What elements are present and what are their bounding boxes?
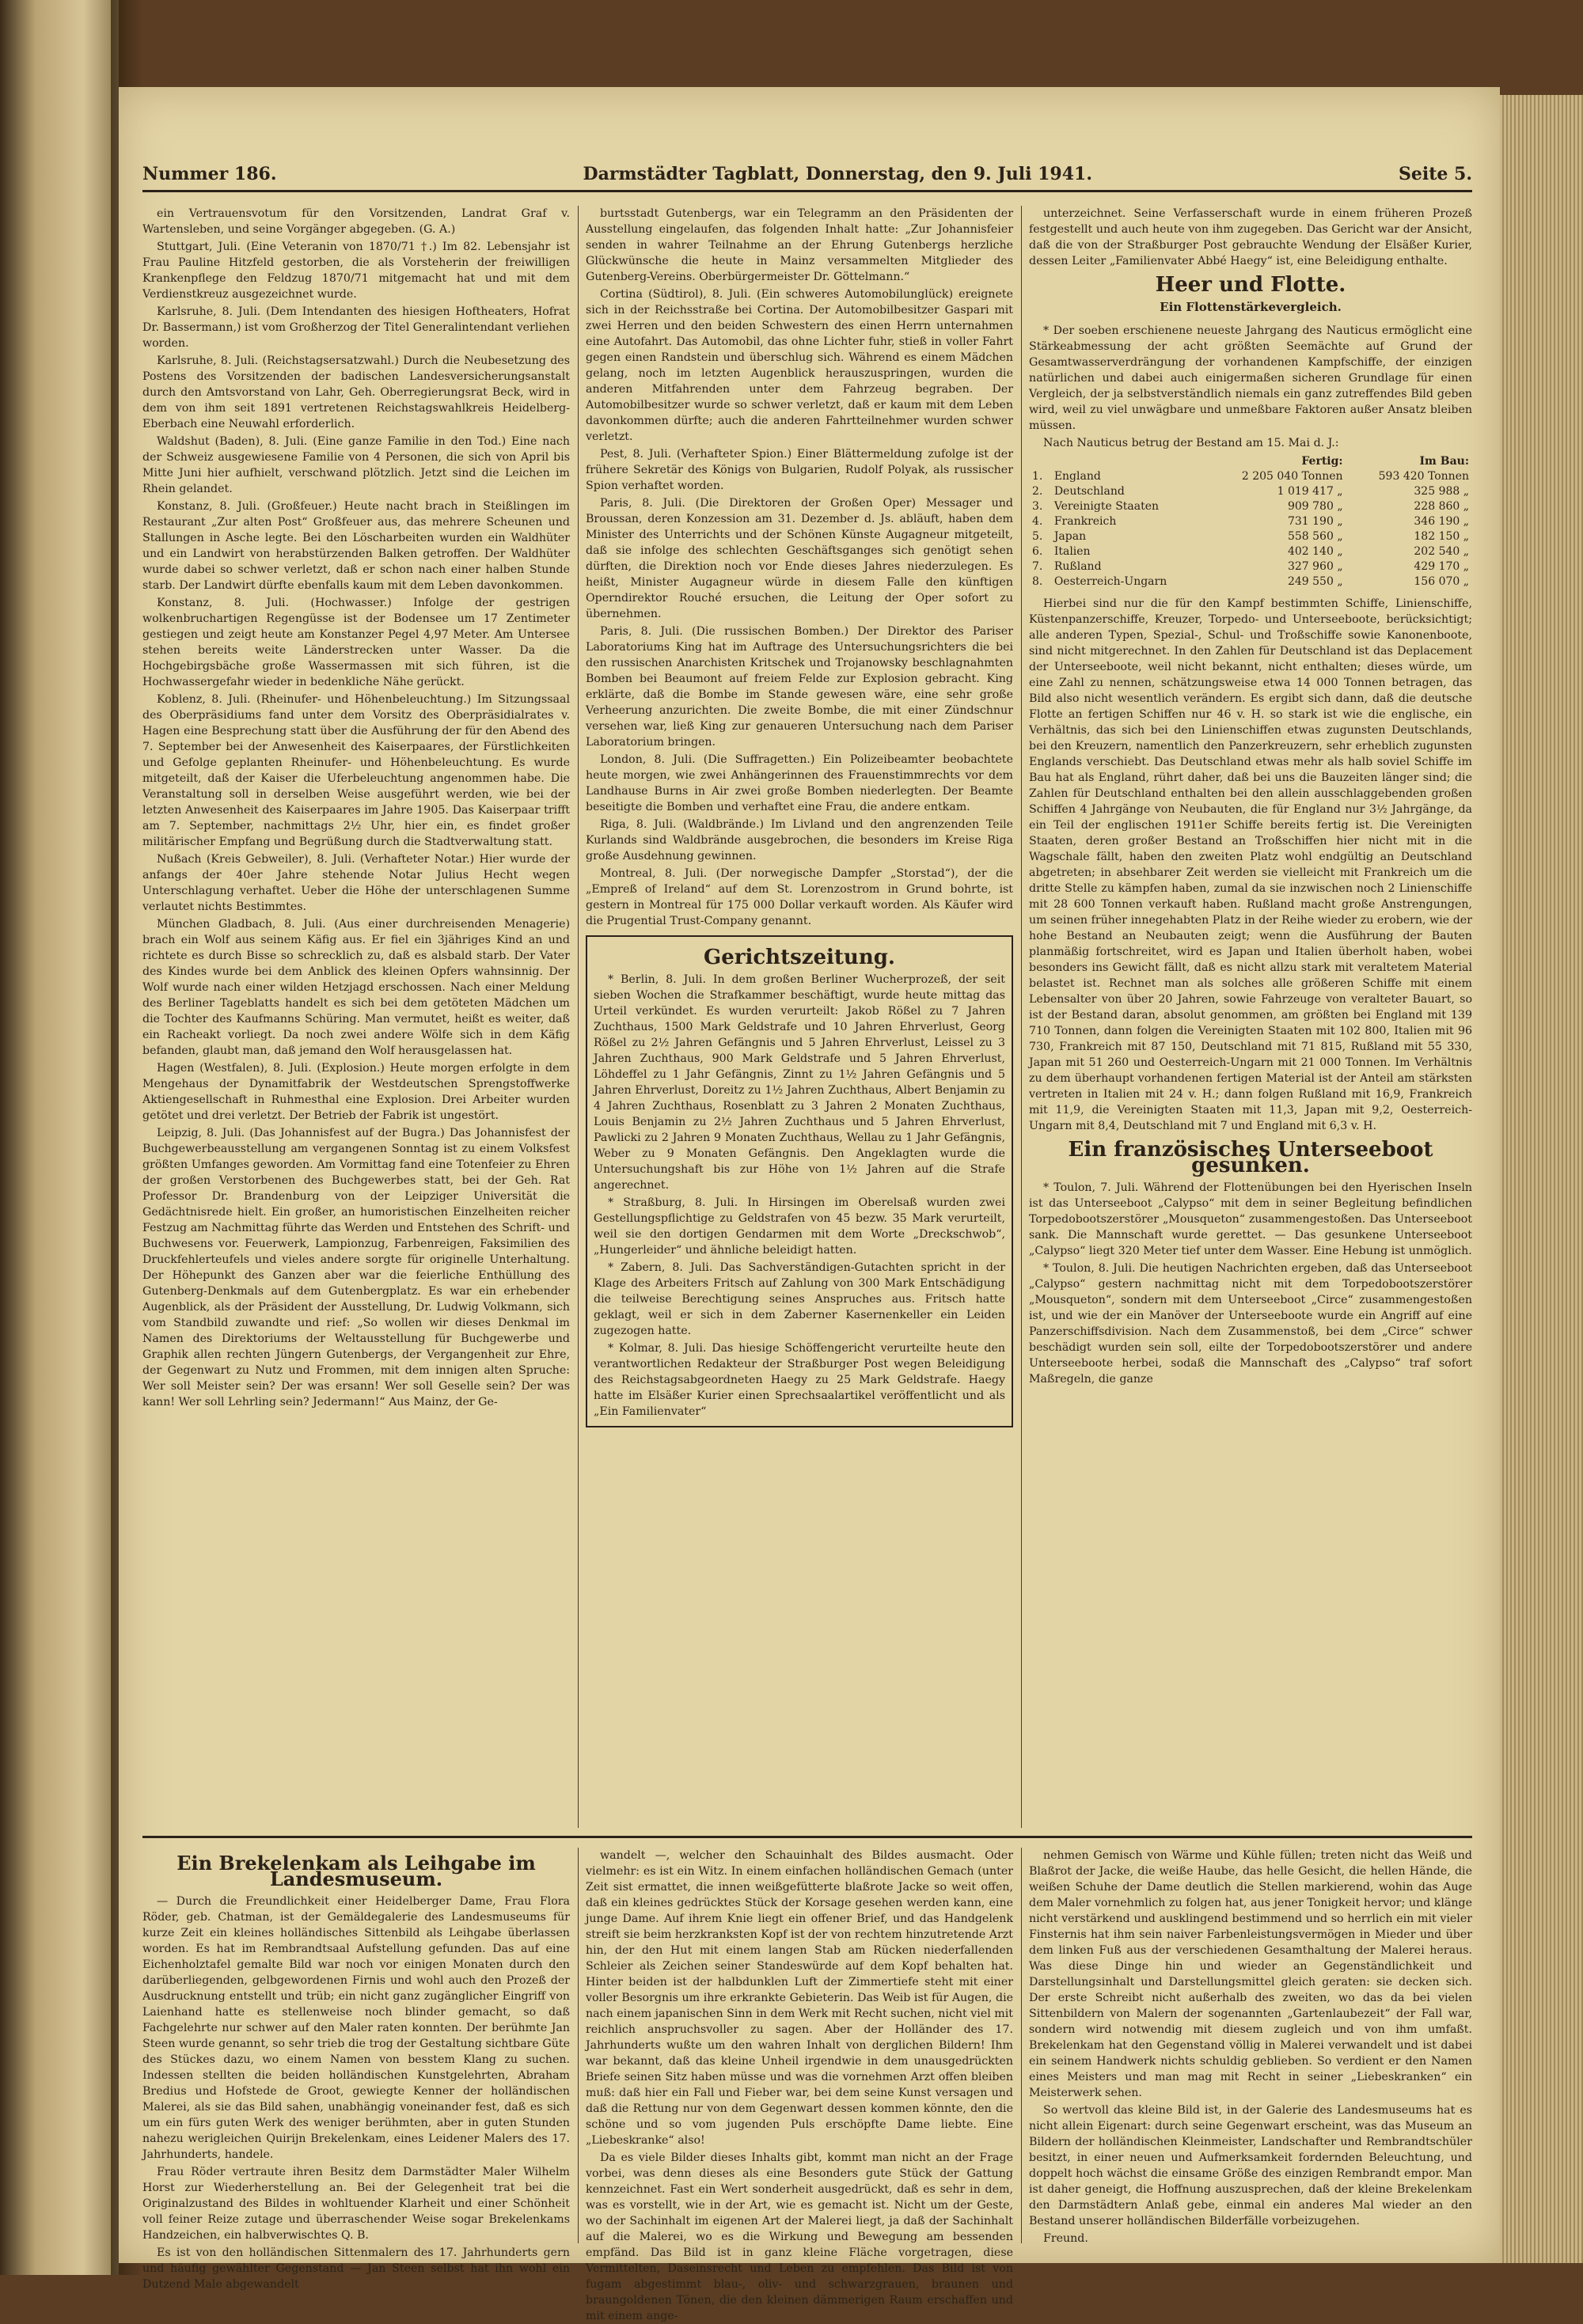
news-item: Cortina (Südtirol), 8. Juli. (Ein schweres Automobilunglück) ereignete sich in der Reichsstraße bei Cortina. Der Automobilbesitzer Gaspari mit zwei Herren und den beiden Schwestern des einen Herrn unternahmen eine Autofahrt. Das Automobil, das ohne Lichter fuhr, stieß in voller Fahrt gegen einen Randstein und überschlug sich. Während es einem Mädchen gelang, noch im letzten Augenblick herauszuspringen, wurden die anderen Mitfahrenden unter dem Fahrzeug begraben. Der Automobilbesitzer wurde so schwer verletzt, daß er kaum mit dem Leben davonkommen dürfte; auch die anderen Fahrtteilnehmer wurden schwer verletzt. xyxy=(586,288,1013,443)
news-item: Paris, 8. Juli. (Die Direktoren der Großen Oper) Messager und Broussan, deren Konzession am 31. Dezember d. Js. abläuft, haben dem Minister des Unterrichts und der Schönen Künste Augagneur mitgeteilt, daß sie infolge des schlechten Geschäftsganges sich genötigt sehen dürften, die Direktion noch vor Ende dieses Jahres niederzulegen. Es heißt, Minister Augagneur würde in diesem Falle den künftigen Operndirektor Rouché ersuchen, die Leitung der Oper sofort zu übernehmen. xyxy=(586,497,1013,620)
fleet-cell-ready: 327 960 „ xyxy=(1287,560,1343,573)
submarine-title: Ein französisches Unterseeboot gesunken. xyxy=(1068,1138,1433,1177)
news-item: Stuttgart, Juli. (Eine Veteranin von 1870/71 †.) Im 82. Lebensjahr ist Frau Pauline Hitzfeld gestorben, die als Vorsteherin der freiwilligen Krankenpflege den Feldzug 1870/71 mitgemacht hat und mit dem Verdienstkreuz ausgezeichnet wurde. xyxy=(142,241,570,301)
section-rule xyxy=(142,1836,1472,1838)
fleet-cell-rank: 6. xyxy=(1032,545,1043,558)
fleet-table-caption: Nach Nauticus betrug der Bestand am 15. Mai d. J.: xyxy=(1043,437,1339,449)
fleet-row xyxy=(1029,484,1472,499)
fleet-cell-rank: 1. xyxy=(1032,470,1043,483)
column-rule xyxy=(1021,206,1022,1828)
fleet-cell-rank: 4. xyxy=(1032,515,1043,528)
page-number: Seite 5. xyxy=(1398,164,1472,184)
masthead-title: Darmstädter Tagblatt, Donnerstag, den 9. Juli 1941. xyxy=(583,164,1092,184)
issue-number: Nummer 186. xyxy=(142,164,277,184)
fleet-row xyxy=(1029,544,1472,559)
fleet-cell-building: 182 150 „ xyxy=(1414,530,1469,543)
fleet-intro: * Der soeben erschienene neueste Jahrgang des Nauticus ermöglicht eine Stärkeabmessung der acht größten Seemächte auf Grund der Gesamtwasserverdrängung der vorhandenen Kampfschiffe, der einzigen natürlichen und dabei auch einigermaßen sicheren Grundlage für einen Vergleich, der ja selbstverständlich niemals ein ganz zutreffendes Bild geben wird, weil zu viel unwägbare und unmeßbare Faktoren außer Ansatz bleiben müssen. xyxy=(1029,324,1472,432)
submarine-news-item: * Toulon, 7. Juli. Während der Flottenübungen bei den Hyerischen Inseln ist das Unterseeboot „Calypso“ mit dem in seiner Begleitung befindlichen Torpedobootszerstörer „Mousqueton“ zusammengestoßen. Das Unterseeboot sank. Die Mannschaft wurde gerettet. — Das gesunkene Unterseeboot „Calypso“ liegt 320 Meter tief unter dem Wasser. Eine Hebung ist unmöglich. xyxy=(1029,1181,1472,1257)
fleet-cell-country: Japan xyxy=(1053,530,1087,543)
news-item: Waldshut (Baden), 8. Juli. (Eine ganze Familie in den Tod.) Eine nach der Schweiz ausgewiesene Familie von 4 Personen, die sich von April bis Mitte Juni hier aufhielt, verschwand plötzlich. Jetzt sind die Leichen im Rhein gelandet. xyxy=(142,435,570,495)
news-item: Nußach (Kreis Gebweiler), 8. Juli. (Verhafteter Notar.) Hier wurde der anfangs der 40er Jahre stehende Notar Julius Hecht wegen Unterschlagung verhaftet. Ueber die Höhe der unterschlagenen Summe verlautet nichts Bestimmtes. xyxy=(142,853,570,913)
fleet-subtitle: Ein Flottenstärkevergleich. xyxy=(1160,300,1342,314)
court-news-box xyxy=(586,935,1013,1427)
fleet-row xyxy=(1029,574,1472,590)
news-item: Leipzig, 8. Juli. (Das Johannisfest auf der Bugra.) Das Johannisfest der Buchgewerbeausstellung am vergangenen Sonntag ist zu einem Volksfest größten Umfanges geworden. Am Vormittag fand eine Totenfeier zu Ehren der großen Verstorbenen des Buchgewerbes statt, bei der Geh. Rat Professor Dr. Brandenburg von der Leipziger Universität die Gedächtnisrede hielt. Ein großer, an humoristischen Einzelheiten reicher Festzug am Nachmittag führte das Werden und Entstehen des Schrift- und Buchwesens vor. Feuerwerk, Lampionzug, Farbenreigen, Faksimilien des Druckfehlerteufels und vieles andere sorgte für originelle Unterhaltung. Der Höhepunkt des Ganzen aber war die feierliche Enthüllung des Gutenberg-Denkmals auf dem Gutenbergplatz. Es war ein erhebender Augenblick, als der Präsident der Ausstellung, Dr. Ludwig Volkmann, sich vom Standbild zuwandte und rief: „So wollen wir dieses Denkmal im Namen des Direktoriums der Weltausstellung für Buchgewerbe und Graphik allen rechten Jüngern Gutenbergs, der Vergangenheit zur Ehre, der Gegenwart zu Nutz und Frommen, mit dem innigen alten Spruche: Wer soll Meister sein? Der was ersann! Wer soll Geselle sein? Der was kann! Wer soll Lehrling sein? Jedermann!“ Aus Mainz, der Ge- xyxy=(142,1127,570,1408)
fleet-cell-ready: 2 205 040 Tonnen xyxy=(1241,470,1343,483)
fleet-cell-country: England xyxy=(1053,470,1101,483)
fleet-cell-country: Vereinigte Staaten xyxy=(1053,500,1160,513)
fleet-paragraph: Hierbei sind nur die für den Kampf bestimmten Schiffe, Linienschiffe, Küstenpanzerschiffe, Kreuzer, Torpedo- und Unterseeboote, berücksichtigt; alle anderen Typen, Spezial-, Schul- und Troßschiffe sowie Kanonenboote, sind nicht mitgerechnet. In den Zahlen für Deutschland ist das Deplacement der Unterseeboote, weil nicht bekannt, nicht enthalten; dieses würde, um eine Zahl zu nennen, schätzungsweise etwa 14 000 Tonnen betragen, das Bild also nicht wesentlich verändern. Es ergibt sich dann, daß die deutsche Flotte an fertigen Schiffen nur 46 v. H. so stark ist wie die englische, ein Verhältnis, das sich bei den Linienschiffen etwas zugunsten Deutschlands, bei den Kreuzern, namentlich den Panzerkreuzern, sehr erheblich zugunsten Englands verschiebt. Das Deutschland etwas mehr als halb soviel Schiffe im Bau hat als England, rührt daher, daß bei uns die Bauzeiten länger sind; die Zahlen für Deutschland enthalten bei den allein ausschlaggebenden großen Schiffen 4 Jahrgänge von Neubauten, die für England nur 3½ Jahrgänge, da ein Teil der englischen 1911er Schiffe bereits fertig ist. Die Vereinigten Staaten, deren großer Bestand an Troßschiffen hier nicht mit in die Wagschale fällt, haben den zweiten Platz wohl endgültig an Deutschland abgetreten; in absehbarer Zeit werden sie vielleicht mit Frankreich um die dritte Stelle zu kämpfen haben, zumal da sie inzwischen noch 2 Linienschiffe mit 28 600 Tonnen verkauft haben. Rußland macht große Anstrengungen, um seinen früher innegehabten Platz in der Reihe wieder zu erobern, wie der hohe Bestand an Neubauten zeigt; wenn die Ausführung der Bauten planmäßig fortschreitet, wird es Japan und Italien überholt haben, wobei besonders ins Gewicht fällt, daß es nicht allzu stark mit veraltetem Material belastet ist. Rechnet man als solches alle größeren Schiffe mit einem Lebensalter von über 20 Jahren, sowie Fahrzeuge von veralteter Bauart, so ist der Bestand daran, absolut genommen, am größten bei England mit 139 710 Tonnen, dann folgen die Vereinigten Staaten mit 102 800, Italien mit 96 730, Frankreich mit 87 150, Deutschland mit 71 815, Rußland mit 55 330, Japan mit 51 260 und Oesterreich-Ungarn mit 21 000 Tonnen. Im Verhältnis zu dem überhaupt vorhandenen fertigen Material ist der Anteil am stärksten vertreten in Italien mit 24 v. H.; dann folgen Rußland mit 16,9, Frankreich mit 11,9, die Vereinigten Staaten mit 11,3, Japan mit 9,2, Oesterreich-Ungarn mit 8,4, Deutschland mit 7 und England mit 6,3 v. H. xyxy=(1029,597,1472,1132)
news-item: Konstanz, 8. Juli. (Hochwasser.) Infolge der gestrigen wolkenbruchartigen Regengüsse ist der Bodensee um 17 Zentimeter gestiegen und zeigt heute am Konstanzer Pegel 4,97 Meter. Am Untersee stehen bereits weite Länderstrecken unter Wasser. Da die Hochgebirgsbäche große Wassermassen mit sich führen, ist die Hochwassergefahr wieder in bedenkliche Nähe gerückt. xyxy=(142,597,570,688)
fleet-cell-building: 156 070 „ xyxy=(1414,575,1469,588)
fleet-cell-rank: 8. xyxy=(1032,575,1043,588)
fleet-cell-rank: 2. xyxy=(1032,485,1043,498)
court-news-item: * Kolmar, 8. Juli. Das hiesige Schöffengericht verurteilte heute den verantwortlichen Redakteur der Straßburger Post wegen Beleidigung des Reichstagsabgeordneten Haegy zu 25 Mark Geldstrafe. Haegy hatte im Elsäßer Kurier einen Sprechsaalartikel veröffentlicht und als „Ein Familienvater“ xyxy=(594,1342,1005,1418)
fleet-cell-country: Deutschland xyxy=(1053,485,1125,498)
feuilleton-title: Ein Brekelenkam als Leihgabe im Landesmuseum. xyxy=(177,1852,536,1890)
news-item: Pest, 8. Juli. (Verhafteter Spion.) Einer Blättermeldung zufolge ist der frühere Sekretär des Königs von Bulgarien, Rudolf Polyak, als russischer Spion verhaftet worden. xyxy=(586,448,1013,492)
column-3 xyxy=(1029,206,1472,1820)
col-ready-header: Fertig: xyxy=(1301,455,1343,468)
feuilleton-paragraph: So wertvoll das kleine Bild ist, in der Galerie des Landesmuseums hat es nicht allein Eigenart: durch seine Gegenwart erscheint, was das Museum an Bildern der holländischen Kleinmeister, Landschafter und Rembrandtschüler besitzt, in einer neuen und Aufmerksamkeit fordernden Beleuchtung, und doppelt hoch wächst die einsame Größe des einzigen Rembrandt empor. Man ist daher geneigt, die Hoffnung auszusprechen, daß der kleine Brekelenkam den Darmstädtern Anlaß gebe, einmal ein anderes Mal wieder an den Bestand unserer holländischen Bilderfälle vorbeizugehen. xyxy=(1029,2104,1472,2227)
fleet-cell-ready: 1 019 417 „ xyxy=(1277,485,1343,498)
fleet-cell-rank: 5. xyxy=(1032,530,1043,543)
news-item: unterzeichnet. Seine Verfasserschaft wurde in einem früheren Prozeß festgestellt und auch heute von ihm zugegeben. Das Gericht war der Ansicht, daß die von der Straßburger Post gebrauchte Wendung der Elsäßer Kurier, dessen Leiter „Familienvater Abbé Haegy“ ist, eine Beleidigung enthalte. xyxy=(1029,207,1472,267)
court-news-item: * Berlin, 8. Juli. In dem großen Berliner Wucherprozeß, der seit sieben Wochen die Strafkammer beschäftigt, wurde heute mittag das Urteil verkündet. Es wurden verurteilt: Jakob Rößel zu 7 Jahren Zuchthaus, 1500 Mark Geldstrafe und 10 Jahren Ehrverlust, Georg Rößel zu 2½ Jahren Gefängnis und 5 Jahren Ehrverlust, Leissel zu 3 Jahren Zuchthaus, 900 Mark Geldstrafe und 5 Jahren Ehrverlust, Löhdeffel zu 1 Jahr Gefängnis, Zinnt zu 1½ Jahren Gefängnis und 5 Jahren Ehrverlust, Doreitz zu 1½ Jahren Zuchthaus, Albert Benjamin zu 4 Jahren Zuchthaus, Rosenblatt zu 3 Jahren 2 Monaten Zuchthaus, Louis Benjamin zu 2½ Jahren Zuchthaus und 5 Jahren Ehrverlust, Pawlicki zu 2 Jahren 9 Monaten Zuchthaus, Wellau zu 1 Jahr Gefängnis, Weber zu 9 Monaten Gefängnis. Den Angeklagten wurde die Untersuchungshaft bis zur Höhe von 1½ Jahren auf die Strafe angerechnet. xyxy=(594,973,1005,1192)
feuilleton-paragraph: wandelt —, welcher den Schauinhalt des Bildes ausmacht. Oder vielmehr: es ist ein Witz. In einem einfachen holländischen Gemach (unter Zeit sist ermattet, die innen weißgefütterte blaßrote Jacke so weit offen, daß ein kleines gedrücktes Stück der Korsage gesehen werden kann, eine junge Dame. Auf ihrem Knie liegt ein offener Brief, und das Handgelenk streift sie beim herzkranksten Kopf ist der von rechtem hinzutretende Arzt hin, der den Hut mit einem langen Stab am Rücken niederfallenden Schleier als Zeichen seiner Standeswürde auf dem Kopf behalten hat. Hinter beiden ist der halbdunklen Luft der Zimmertiefe steht mit einer voller Besorgnis um ihre erkrankte Gebieterin. Das Weib ist für Augen, die nach einem japanischen Sinn in dem Werk mit Recht suchen, nicht viel mit reichlich anspruchsvoller zu sagen. Aber der Holländer des 17. Jahrhunderts wußte um den wahren Inhalt von derglichen Bildern! Ihm war bekannt, daß das kleine Unheil irgendwie in dem unausgedrückten Briefe seinen Sitz haben müsse und was die vornehmen Arzt offen bleiben muß: daß hier ein Fall und Fieber war, bei dem seine Kunst versagen und daß die Rettung nur von dem Gegenwart dessen kommen könnte, den die schöne und so vom jugenden Puls erschöpfte Dame liebte. Eine „Liebeskranke“ also! xyxy=(586,1849,1013,2147)
news-item: Paris, 8. Juli. (Die russischen Bomben.) Der Direktor des Pariser Laboratoriums King hat im Auftrage des Untersuchungsrichters die bei den russischen Anarchisten Kritschek und Trojanowsky beschlagnahmten Bomben bei Beaumont auf freiem Felde zur Explosion gebracht. King erklärte, daß die Bombe im Stande gewesen wäre, eine sehr große Verheerung anzurichten. Die zweite Bombe, die mit einer Zündschnur versehen war, ließ King zur genaueren Untersuchung nach dem Pariser Laboratorium bringen. xyxy=(586,625,1013,749)
fleet-row xyxy=(1029,499,1472,514)
court-news-item: * Zabern, 8. Juli. Das Sachverständigen-Gutachten spricht in der Klage des Arbeiters Fritsch auf Zahlung von 300 Mark Entschädigung die teilweise Berechtigung seines Anspruches aus. Fritsch hatte geklagt, weil er sich in dem Zaberner Kasernenkeller ein Leiden zugezogen hatte. xyxy=(594,1261,1005,1337)
news-item: ein Vertrauensvotum für den Vorsitzenden, Landrat Graf v. Wartensleben, und seine Vorgänger abgegeben. (G. A.) xyxy=(142,207,570,236)
column-1 xyxy=(142,206,570,1828)
fleet-cell-country: Rußland xyxy=(1053,560,1102,573)
fleet-row xyxy=(1029,559,1472,574)
fleet-cell-building: 346 190 „ xyxy=(1414,515,1469,528)
submarine-news-item: * Toulon, 8. Juli. Die heutigen Nachrichten ergeben, daß das Unterseeboot „Calypso“ gestern nachmittag nicht mit dem Torpedobootszerstörer „Mousqueton“, sondern mit dem Unterseeboot „Circe“ zusammengestoßen ist, und wie der ein Manöver der Unterseeboote wurde ein Angriff auf eine Panzerschiffsdivision. Nach dem Zusammenstoß, bei dem „Circe“ schwer beschädigt wurden sein soll, eilte der Torpedobootszerstörer und andere Unterseeboote herbei, sodaß die Mannschaft des „Calypso“ traf sofort Maßregeln, die ganze xyxy=(1029,1262,1472,1386)
fleet-row xyxy=(1029,469,1472,484)
feuilleton-paragraph: Frau Röder vertraute ihren Besitz dem Darmstädter Maler Wilhelm Horst zur Wiederherstellung an. Bei der Gelegenheit trat bei die Originalzustand des Bildes in wohltuender Klarheit und einer Schönheit voll feiner Reize zutage und überraschender Weise sogar Brekelenkams Handzeichen, ein halbverwischtes Q. B. xyxy=(142,2166,570,2242)
fleet-cell-ready: 731 190 „ xyxy=(1287,515,1343,528)
feuilleton-paragraph: Da es viele Bilder dieses Inhalts gibt, kommt man nicht an der Frage vorbei, was denn dieses als eine Besonders gute Stück der Gattung kennzeichnet. Fast ein Wert sonderheit ausgedrückt, daß es sehr in dem, was es vorstellt, wie in der Art, wie es gemacht ist. Nicht um der Geste, wo der Sachinhalt im eigenen Art der Malerei liegt, ja daß der Sachinhalt auf die Malerei, wo es die Wirkung und Bewegung am bessenden empfänd. Das Bild ist in ganz kleine Fläche vorgetragen, diese Vermittelten, Daseinsrecht und Leben zu empfehlen. Das Bild ist von fugam abgestimmt blau-, oliv- und schwarzgrauen, braunen und braungoldenen Tönen, die den kleinen dämmerigen Raum erschaffen und mit einem ange- xyxy=(586,2152,1013,2322)
column-rule xyxy=(578,206,579,1828)
court-news-item: * Straßburg, 8. Juli. In Hirsingen im Oberelsaß wurden zwei Gestellungspflichtige zu Geldstrafen von 45 bezw. 35 Mark verurteilt, weil sie den dortigen Gendarmen mit dem Worte „Dreckschwob“, „Hungerleider“ und ähnliche beleidigt hatten. xyxy=(594,1196,1005,1257)
feuilleton-paragraph: — Durch die Freundlichkeit einer Heidelberger Dame, Frau Flora Röder, geb. Chatman, ist der Gemäldegalerie des Landesmuseums für kurze Zeit ein kleines holländisches Sittenbild als Leihgabe überlassen worden. Es hat im Rembrandtsaal Aufstellung gefunden. Das auf eine Eichenholztafel gemalte Bild war noch vor einigen Monaten durch den darüberliegenden, gelbgewordenen Firnis und wohl auch den Prozeß der Ausdrucknung entstellt und trüb; ein nicht ganz zugänglicher Eingriff von Laienhand hatte es stellenweise noch blinder gemacht, so daß Fachgelehrte nur schwer auf den Maler raten konnten. Der berühmte Jan Steen wurde genannt, so sehr trieb die trog der Gestaltung sichtbare Güte des Stückes dazu, wo einem Namen von besstem Klang zu suchen. Indessen stellten die beiden holländischen Kunstgelehrten, Abraham Bredius und Hofstede de Groot, gewiegte Kenner der holländischen Malerei, als sie das Bild sahen, unabhängig voneinander fest, daß es sich um ein fürs guten Werk des weniger berühmten, aber in guten Stunden nahezu werigleichen Quirijn Brekelenkam, eines Leidener Malers des 17. Jahrhunderts, handele. xyxy=(142,1895,570,2161)
fleet-cell-ready: 249 550 „ xyxy=(1287,575,1343,588)
fleet-cell-building: 325 988 „ xyxy=(1414,485,1469,498)
feuilleton-paragraph: Es ist von den holländischen Sittenmalern des 17. Jahrhunderts gern und häufig gewählter Gegenstand — Jan Steen selbst hat ihn wohl ein Dutzend Male abgewandelt xyxy=(142,2246,570,2291)
fleet-cell-ready: 402 140 „ xyxy=(1287,545,1343,558)
court-news-title: Gerichtszeitung. xyxy=(704,946,895,969)
fleet-row xyxy=(1029,529,1472,544)
news-item: burtsstadt Gutenbergs, war ein Telegramm an den Präsidenten der Ausstellung eingelaufen, das folgenden Inhalt hatte: „Zur Johannisfeier senden in wahrer Teilnahme an der Ehrung Gutenbergs herzliche Glückwünsche die heute in Mainz versammelten Mitglieder des Gutenberg-Vereins. Oberbürgermeister Dr. Göttelmann.“ xyxy=(586,207,1013,283)
column-2 xyxy=(586,206,1013,1418)
news-item: Montreal, 8. Juli. (Der norwegische Dampfer „Storstad“), der die „Empreß of Ireland“ auf dem St. Lorenzostrom in Grund bohrte, ist gestern in Montreal für 175 000 Dollar verkauft worden. Als Käufer wird die Prugential Trust-Company genannt. xyxy=(586,867,1013,927)
news-item: Konstanz, 8. Juli. (Großfeuer.) Heute nacht brach in Steißlingen im Restaurant „Zur alten Post“ Großfeuer aus, das mehrere Scheunen und Stallungen in Asche legte. Bei den Löscharbeiten wurden ein Waldhüter und ein Landwirt von herabstürzenden Balken getroffen. Der Waldhüter wurde dabei so schwer verletzt, daß er schon nach einer halben Stunde starb. Der Landwirt dürfte ebenfalls kaum mit dem Leben davonkommen. xyxy=(142,500,570,592)
feuilleton-paragraph: nehmen Gemisch von Wärme und Kühle füllen; treten nicht das Weiß und Blaßrot der Jacke, die weiße Haube, das helle Gesicht, die hellen Hände, die weißen Schuhe der Dame deutlich die Stellen markierend, wohin das Auge dem Maler vornehmlich zu folgen hat, aus jener Tonigkeit hervor; und klänge nicht verstärkend und ausklingend bestimmend und so herrlich ein mit vieler Finsternis hat ihm sein naiver Farbenleistungsvermögen in Mieder und über dem linken Fuß aus der verschiedenen Gesamthaltung der Malerei heraus. Was diese Dinge hin und wieder an Gegenständlichkeit und Darstellungsinhalt und Darstellungsmittel gleich geraten: sie decken sich. Der erste Schreibt nicht außerhalb des zweiten, wo das da bei vielen Sittenbildern von Malern der sogenannten „Gartenlaubezeit“ der Fall war, sondern wird notwendig mit diesem zugleich und von ihm umfaßt. Brekelenkam hat den Gegenstand völlig in Malerei verwandelt und ist dabei ein seinem Handwerk nichts schuldig geblieben. So verdient er den Namen eines Meisters und man mag mit Recht in seiner „Liebeskranken“ ein Meisterwerk sehen. xyxy=(1029,1849,1472,2099)
fleet-cell-building: 429 170 „ xyxy=(1414,560,1469,573)
news-item: München Gladbach, 8. Juli. (Aus einer durchreisenden Menagerie) brach ein Wolf aus seinem Käfig aus. Er fiel ein 3jähriges Kind an und richtete es durch Bisse so schrecklich zu, daß es alsbald starb. Der Vater des Kindes wurde bei dem Anblick des kleinen Opfers wahnsinnig. Der Wolf wurde nach einer wilden Hetzjagd erschossen. Nach einer Meldung des Berliner Tageblatts handelt es sich bei dem getöteten Mädchen um die Tochter des Kaufmanns Schüring. Man vermutet, heißt es weiter, daß ein Racheakt vorliegt. Da noch zwei andere Wölfe sich in dem Käfig befanden, glaubt man, daß jemand den Wolf herausgelassen hat. xyxy=(142,918,570,1057)
fleet-cell-rank: 7. xyxy=(1032,560,1043,573)
fleet-cell-building: 593 420 Tonnen xyxy=(1378,470,1469,483)
fleet-cell-rank: 3. xyxy=(1032,500,1043,513)
news-item: Karlsruhe, 8. Juli. (Dem Intendanten des hiesigen Hoftheaters, Hofrat Dr. Bassermann,) ist vom Großherzog der Titel Generalintendant verliehen worden. xyxy=(142,305,570,350)
news-item: Riga, 8. Juli. (Waldbrände.) Im Livland und den angrenzenden Teile Kurlands sind Waldbrände ausgebrochen, die besonders im Kreise Riga große Ausdehnung gewinnen. xyxy=(586,818,1013,862)
feuilleton-paragraph: Freund. xyxy=(1043,2232,1088,2245)
fleet-table xyxy=(1029,454,1472,590)
newspaper-page xyxy=(119,87,1500,2263)
page-header xyxy=(142,158,1472,192)
fleet-cell-country: Frankreich xyxy=(1053,515,1117,528)
fleet-cell-ready: 558 560 „ xyxy=(1287,530,1343,543)
fleet-row xyxy=(1029,514,1472,529)
news-item: Koblenz, 8. Juli. (Rheinufer- und Höhenbeleuchtung.) Im Sitzungssaal des Oberpräsidiums fand unter dem Vorsitz des Oberpräsidialrates v. Hagen eine Besprechung statt über die Ausführung der für den Abend des 7. September bei der Anwesenheit des Kaiserpaares, der Fürstlichkeiten und Gefolge geplanten Rheinufer- und Höhenbeleuchtung. Es wurde mitgeteilt, daß der Kaiser die Uferbeleuchtung angenommen habe. Die Veranstaltung soll in derselben Weise ausgeführt werden, wie bei der letzten Anwesenheit des Kaiserpaares im Jahre 1905. Das Kaiserpaar trifft am 7. September, nachmittags 2½ Uhr, hier ein, es findet großer militärischer Empfang und Begrüßung durch die Stadtverwaltung statt. xyxy=(142,693,570,848)
fleet-cell-ready: 909 780 „ xyxy=(1287,500,1343,513)
fleet-cell-building: 228 860 „ xyxy=(1414,500,1469,513)
left-page-edge xyxy=(0,0,119,2275)
news-item: London, 8. Juli. (Die Suffragetten.) Ein Polizeibeamter beobachtete heute morgen, wie zwei Anhängerinnen des Frauenstimmrechts vor dem Landhause Burns in Air zwei große Bomben niederlegten. Der Beamte beseitigte die Bomben und verhaftet eine Frau, die andere entkam. xyxy=(586,753,1013,813)
fleet-cell-country: Italien xyxy=(1053,545,1091,558)
fleet-cell-building: 202 540 „ xyxy=(1414,545,1469,558)
fleet-title: Heer und Flotte. xyxy=(1155,273,1346,297)
fleet-cell-country: Oesterreich-Ungarn xyxy=(1053,575,1167,588)
news-item: Karlsruhe, 8. Juli. (Reichstagsersatzwahl.) Durch die Neubesetzung des Postens des Vorsitzenden der badischen Landesversicherungsanstalt durch den Amtsvorstand von Lahr, Geh. Oberregierungsrat Beck, wird in dem von ihm seit 1891 vertretenen Reichstagswahlkreis Heidelberg-Eberbach eine Neuwahl erforderlich. xyxy=(142,354,570,430)
page-stack xyxy=(1488,95,1583,2263)
news-item: Hagen (Westfalen), 8. Juli. (Explosion.) Heute morgen erfolgte in dem Mengehaus der Dynamitfabrik der Westdeutschen Sprengstoffwerke Aktiengesellschaft in Ruhmesthal eine Explosion. Drei Arbeiter wurden getötet und drei verletzt. Der Betrieb der Fabrik ist ungestört. xyxy=(142,1062,570,1122)
col-building-header: Im Bau: xyxy=(1419,455,1469,468)
